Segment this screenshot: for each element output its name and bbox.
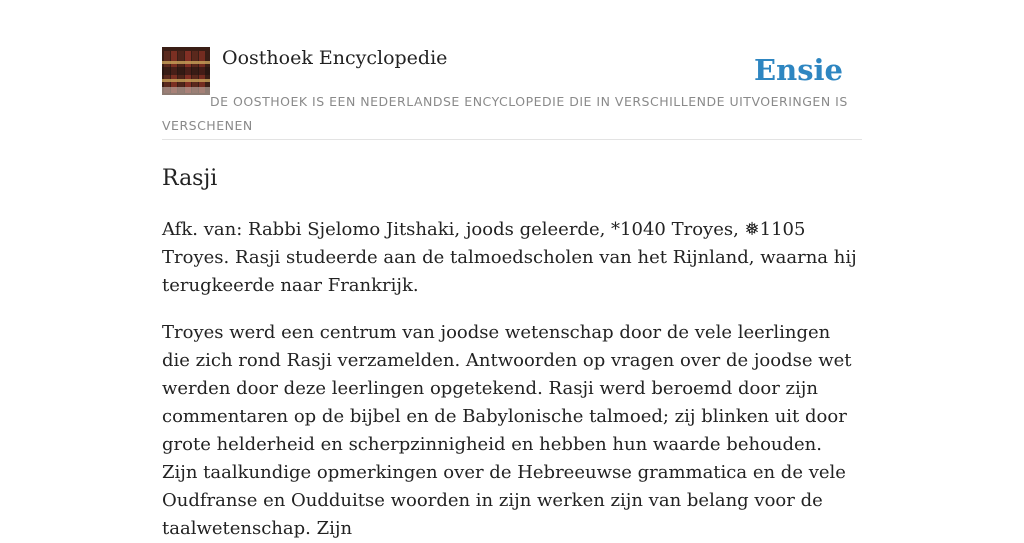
logo-image (162, 47, 210, 95)
brand-logo-text[interactable]: Ensie (754, 53, 843, 87)
article (162, 160, 862, 543)
article-paragraph: Troyes werd een centrum van joodse wetenschap door de vele leerlingen die zich rond Rasji verzamelden. Antwoorden op vragen over de joodse wet werden door deze leerlingen opgetekend. Rasji werd beroemd door zijn commentaren op de bijbel en de Babylonische talmoed; zij blinken uit door grote helderheid en scherpzinnigheid en hebben hun waarde behouden. Zijn taalkundige opmerkingen over de Hebreeuwse grammatica en de vele Oudfranse en Oudduitse woorden in zijn werken zijn van belang voor de taalwetenschap. Zijn (162, 322, 852, 539)
site-tagline: DE OOSTHOEK IS EEN NEDERLANDSE ENCYCLOPEDIE DIE IN VERSCHILLENDE UITVOERINGEN IS VERSCHENEN (162, 94, 848, 133)
site-header (162, 46, 862, 140)
site-name[interactable]: Oosthoek Encyclopedie (222, 47, 448, 69)
article-paragraph: Afk. van: Rabbi Sjelomo Jitshaki, joods geleerde, *1040 Troyes, ❅1105 Troyes. Rasji studeerde aan de talmoedscholen van het Rijnland, waarna hij terugkeerde naar Frankrijk. (162, 219, 857, 296)
article-title: Rasji (162, 166, 218, 191)
encyclopedia-books-icon[interactable] (162, 47, 210, 95)
